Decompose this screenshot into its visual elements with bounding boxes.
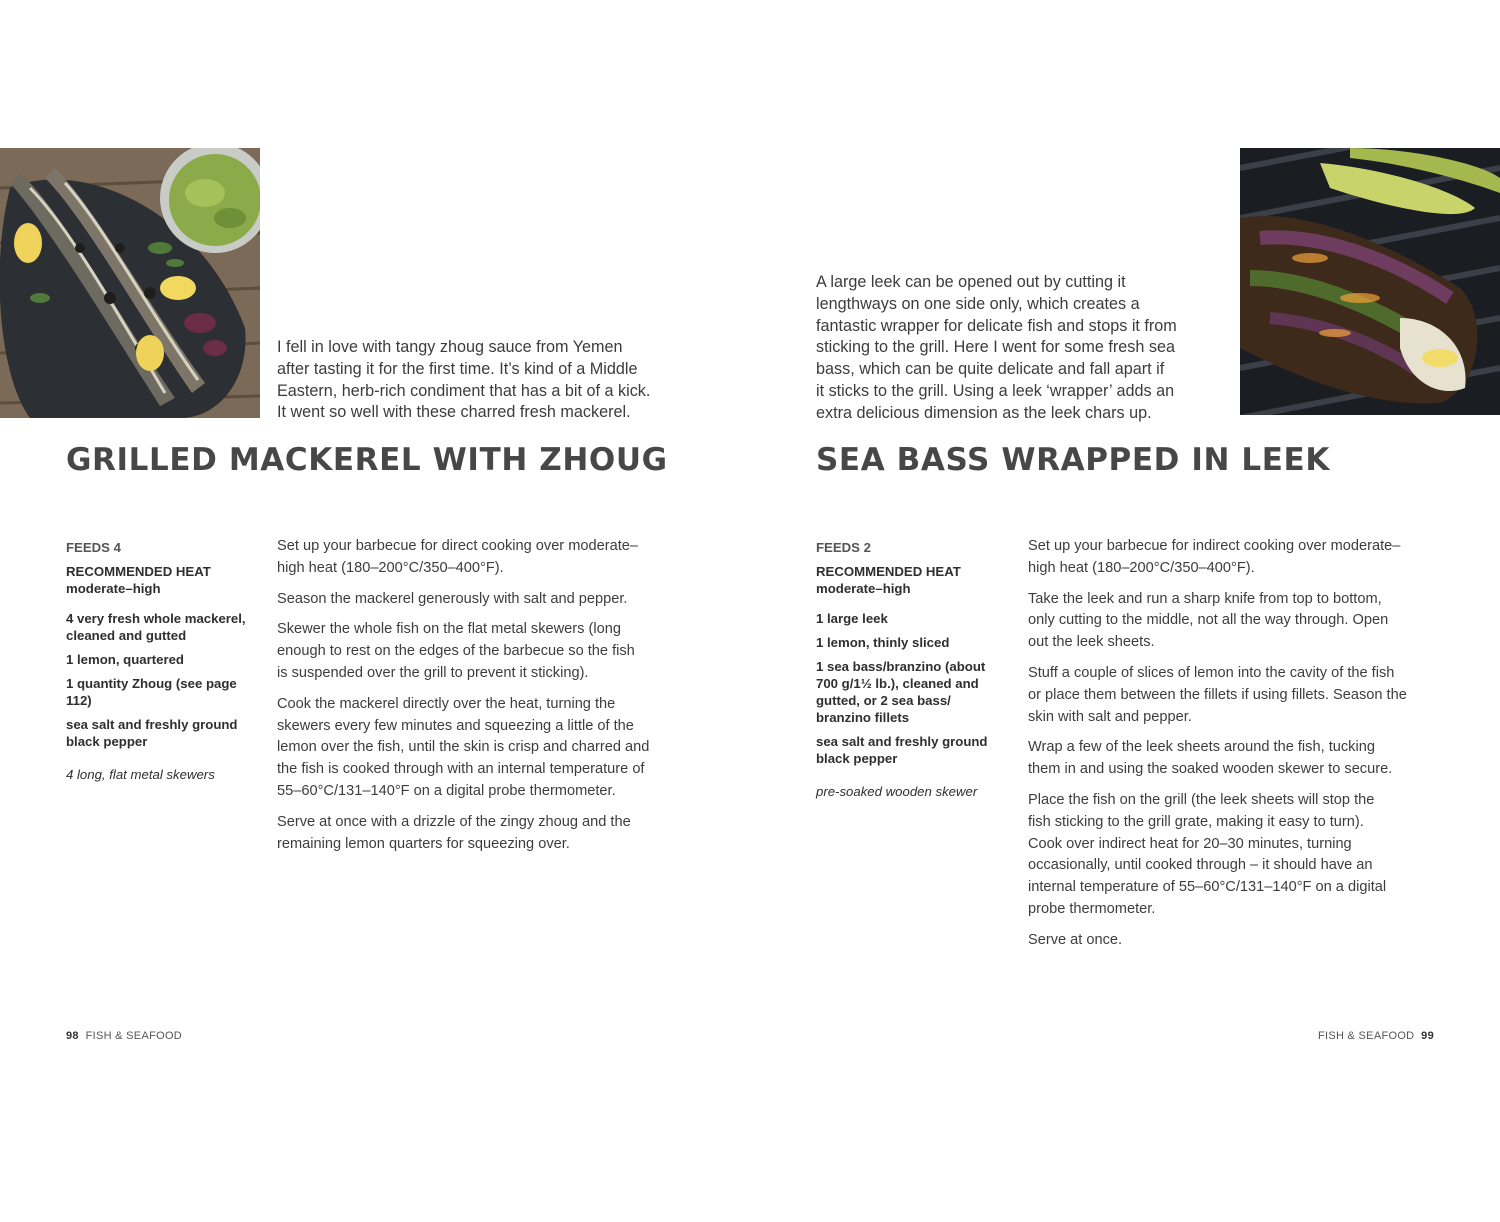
method-line: remaining lemon quarters for squeezing over. — [277, 835, 570, 852]
ingredient-item: 1 lemon, quartered — [66, 652, 184, 667]
method-line: out the leek sheets. — [1028, 634, 1155, 651]
method-step — [277, 812, 649, 856]
method-line: Serve at once. — [1028, 931, 1123, 948]
method-line: high heat (180–200°C/350–400°F). — [1028, 559, 1255, 576]
method-step — [277, 536, 649, 580]
section-name: FISH & SEAFOOD — [1317, 1030, 1415, 1042]
intro-line: sticking to the grill. Here I went for some fresh sea — [816, 338, 1175, 357]
intro-line: lengthways on one side only, which creates a — [816, 294, 1140, 313]
ingredient-item: 1 large leek — [816, 611, 888, 626]
sea-bass-ingredients-panel — [816, 539, 1001, 800]
ingredient-item: sea salt and freshly ground black pepper — [816, 734, 988, 766]
method-line: Set up your barbecue for indirect cooking over moderate– — [1028, 538, 1401, 554]
method-line: Cook the mackerel directly over the heat, turning the — [277, 695, 616, 712]
intro-line: bass, which can be quite delicate and fall apart if — [816, 360, 1165, 379]
method-step — [1028, 589, 1407, 654]
method-step — [1028, 536, 1407, 580]
equipment-note: 4 long, flat metal skewers — [66, 767, 215, 782]
intro-line: A large leek can be opened out by cutting it — [816, 273, 1126, 291]
method-line: Set up your barbecue for direct cooking over moderate– — [277, 538, 638, 554]
intro-line: it sticks to the grill. Using a leek ‘wrapper’ adds an — [816, 381, 1175, 400]
mackerel-photo — [0, 148, 260, 418]
method-line: lemon over the fish, until the skin is crisp and charred and — [277, 739, 650, 756]
left-page-footer — [66, 1030, 182, 1042]
sea-bass-method — [1028, 536, 1407, 961]
recipe-title-mackerel: GRILLED MACKEREL WITH ZHOUG — [66, 442, 668, 478]
feeds-label: FEEDS 2 — [816, 540, 871, 555]
sea-bass-intro — [816, 272, 1177, 425]
method-step — [1028, 737, 1407, 781]
method-step — [277, 694, 649, 803]
equipment-note: pre-soaked wooden skewer — [816, 784, 978, 799]
method-line: skewers every few minutes and squeezing a little of the — [277, 717, 634, 734]
method-line: 55–60°C/131–140°F on a digital probe thermometer. — [277, 782, 616, 799]
page-number: 99 — [1421, 1030, 1434, 1042]
intro-line: fantastic wrapper for delicate fish and stops it from — [816, 316, 1177, 335]
method-step — [1028, 790, 1407, 921]
heat-label: RECOMMENDED HEAT — [66, 564, 211, 579]
method-line: internal temperature of 55–60°C/131–140°F on a digital — [1028, 879, 1387, 896]
method-step — [277, 619, 649, 684]
heat-value: moderate–high — [816, 581, 911, 596]
method-line: fish sticking to the grill grate, making it easy to turn). — [1028, 813, 1364, 830]
mackerel-method — [277, 536, 649, 864]
method-line: high heat (180–200°C/350–400°F). — [277, 559, 504, 576]
method-line: only cutting to the middle, not all the way through. Open — [1028, 612, 1389, 629]
method-line: Cook over indirect heat for 20–30 minutes, turning — [1028, 835, 1352, 852]
intro-line: It went so well with these charred fresh mackerel. — [277, 403, 631, 422]
method-line: probe thermometer. — [1028, 900, 1156, 917]
page-number: 98 — [66, 1030, 79, 1042]
ingredient-item: 4 very fresh whole mackerel, cleaned and gutted — [66, 611, 246, 643]
method-line: Serve at once with a drizzle of the zingy zhoug and the — [277, 813, 631, 830]
intro-line: after tasting it for the first time. It’s kind of a Middle — [277, 359, 638, 378]
method-step — [1028, 930, 1407, 952]
mackerel-intro — [277, 337, 650, 424]
feeds-label: FEEDS 4 — [66, 540, 121, 555]
method-step — [1028, 663, 1407, 728]
sea-bass-photo — [1240, 148, 1500, 415]
right-page-footer — [1318, 1030, 1434, 1042]
method-line: Stuff a couple of slices of lemon into the cavity of the fish — [1028, 664, 1395, 681]
ingredient-item: 1 lemon, thinly sliced — [816, 635, 950, 650]
method-line: occasionally, until cooked through – it should have an — [1028, 857, 1373, 874]
method-line: enough to rest on the edges of the barbecue so the fish — [277, 643, 635, 660]
method-line: skin with salt and pepper. — [1028, 708, 1192, 725]
method-line: or place them between the fillets if using fillets. Season the — [1028, 686, 1407, 703]
method-line: the fish is cooked through with an internal temperature of — [277, 761, 645, 778]
ingredient-item: 1 quantity Zhoug (see page 112) — [66, 676, 237, 708]
method-line: Wrap a few of the leek sheets around the fish, tucking — [1028, 739, 1375, 756]
intro-line: Eastern, herb-rich condiment that has a bit of a kick. — [277, 381, 651, 400]
method-step — [277, 589, 649, 611]
mackerel-ingredients-panel — [66, 539, 261, 783]
method-line: Season the mackerel generously with salt and pepper. — [277, 590, 628, 607]
ingredient-item: sea salt and freshly ground black pepper — [66, 717, 238, 749]
heat-label: RECOMMENDED HEAT — [816, 564, 961, 579]
intro-line: extra delicious dimension as the leek chars up. — [816, 403, 1152, 422]
ingredient-item: 1 sea bass/branzino (about 700 g/1½ lb.), cleaned and gutted, or 2 sea bass/ branzino fillets — [816, 659, 986, 725]
section-name: FISH & SEAFOOD — [85, 1030, 183, 1042]
method-line: them in and using the soaked wooden skewer to secure. — [1028, 761, 1393, 778]
recipe-title-sea-bass: SEA BASS WRAPPED IN LEEK — [816, 442, 1330, 478]
method-line: is suspended over the grill to prevent it sticking). — [277, 664, 589, 681]
method-line: Take the leek and run a sharp knife from top to bottom, — [1028, 590, 1382, 607]
method-line: Place the fish on the grill (the leek sheets will stop the — [1028, 791, 1375, 808]
method-line: Skewer the whole fish on the flat metal skewers (long — [277, 621, 621, 638]
intro-line: I fell in love with tangy zhoug sauce from Yemen — [277, 338, 623, 356]
heat-value: moderate–high — [66, 581, 161, 596]
